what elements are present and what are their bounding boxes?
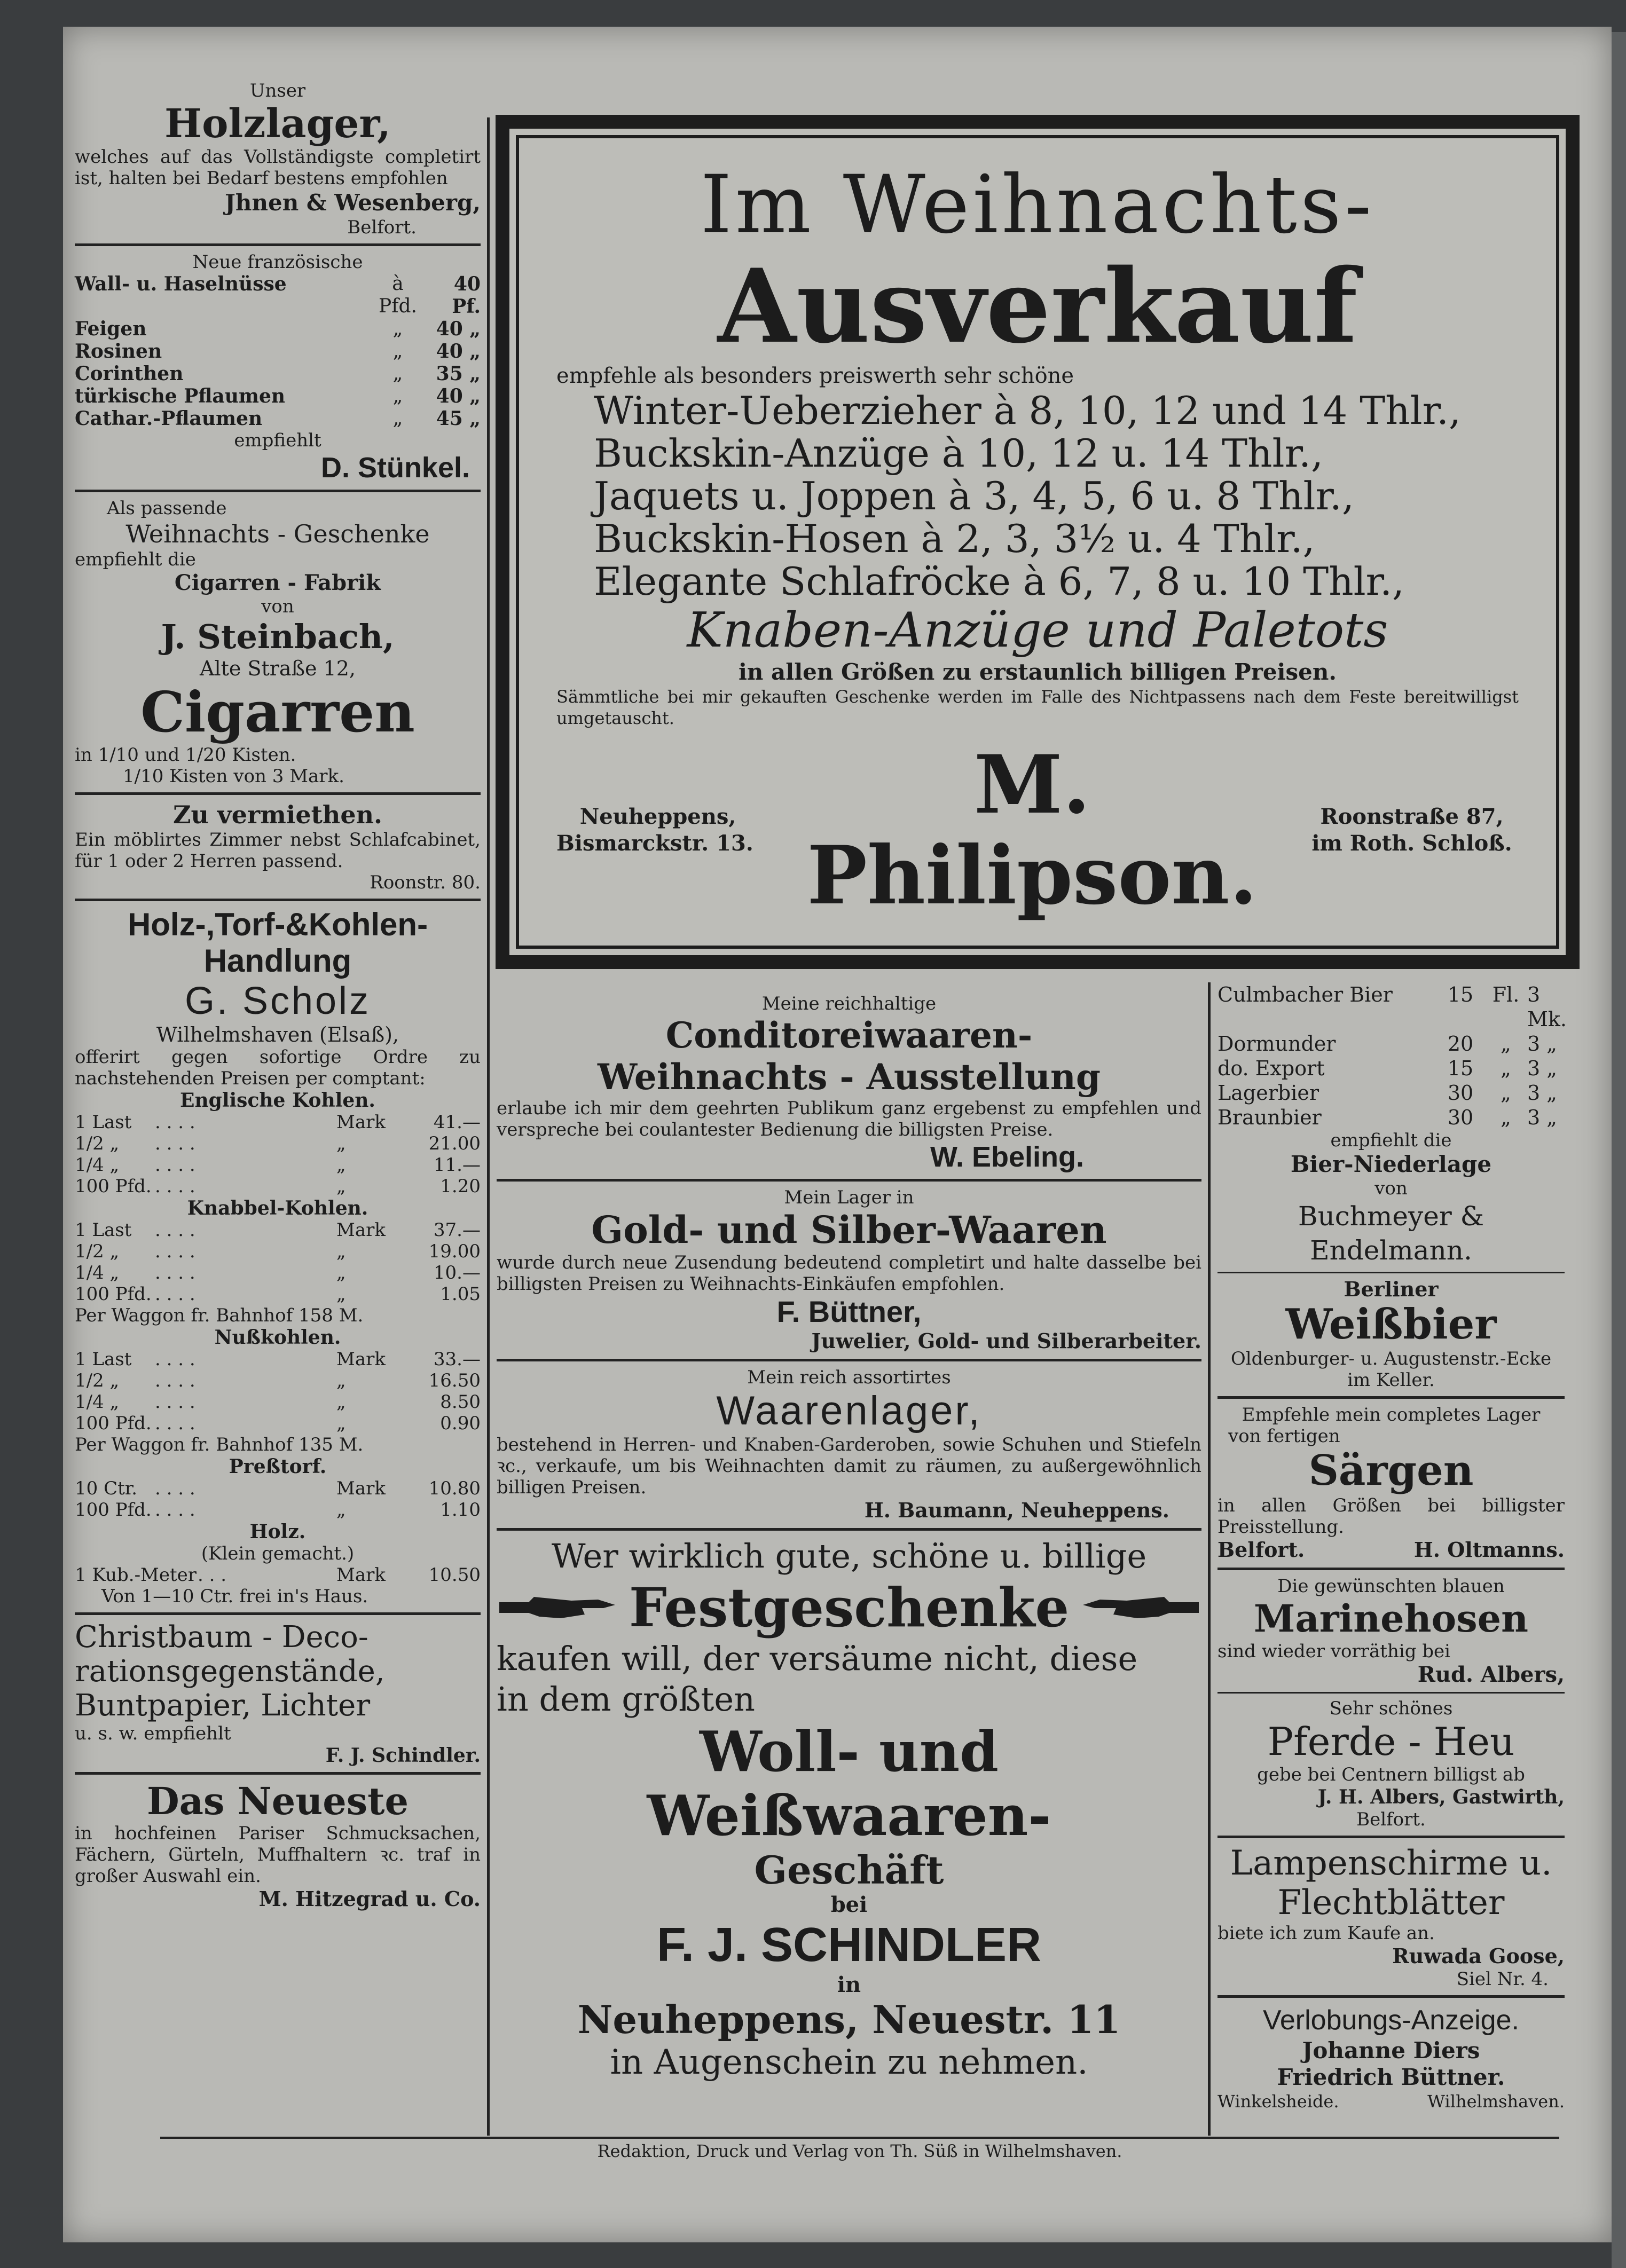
ad-text: in bbox=[837, 1972, 861, 1997]
price-row: Dormunder 20 „ 3 „ bbox=[1217, 1032, 1557, 1056]
ad-title: Festgeschenke bbox=[629, 1576, 1070, 1639]
offer-item: Buckskin-Hosen à 2, 3, 3½ u. 4 Thlr., bbox=[594, 516, 1315, 561]
price-row: 1/2 „ . . . . „ 16.50 bbox=[75, 1370, 481, 1391]
ad-lampenschirme bbox=[1217, 1844, 1565, 1990]
ad-title: Waarenlager, bbox=[716, 1388, 982, 1434]
ad-nuts bbox=[75, 251, 481, 484]
ad-firm: H. Baumann, Neuheppens. bbox=[864, 1498, 1169, 1522]
ad-text: in hochfeinen Pariser Schmucksachen, Fächern, Gürteln, Muffhaltern ꝛc. traf in großer Auswahl ein. bbox=[75, 1823, 481, 1887]
box-footer bbox=[556, 739, 1519, 921]
ad-title: Christbaum - Deco- bbox=[75, 1620, 368, 1655]
left-column bbox=[75, 80, 481, 1911]
divider bbox=[497, 1528, 1201, 1531]
ad-text: in Augenschein zu nehmen. bbox=[610, 2043, 1088, 2082]
price-row: 1/4 „ . . . . „ 8.50 bbox=[75, 1391, 481, 1413]
ad-place: Belfort. bbox=[347, 217, 417, 238]
ad-text: Sehr schönes bbox=[1329, 1698, 1453, 1719]
ad-firm: Buchmeyer & Endelmann. bbox=[1298, 1201, 1484, 1266]
ad-firm: M. Hitzegrad u. Co. bbox=[258, 1887, 481, 1911]
price-row: 100 Pfd. . . . . „ 1.10 bbox=[75, 1499, 481, 1521]
ad-text: im Keller. bbox=[1347, 1369, 1435, 1391]
ad-firm: F. Büttner, bbox=[776, 1295, 922, 1328]
ad-philipson-box bbox=[496, 115, 1580, 969]
ad-text: Meine reichhaltige bbox=[761, 993, 937, 1014]
ad-text: sind wieder vorräthig bei bbox=[1217, 1641, 1451, 1662]
price-row: Feigen „ 40 „ bbox=[75, 318, 481, 340]
ad-text: Unser bbox=[249, 80, 306, 101]
ad-text: in dem größten bbox=[497, 1680, 755, 1719]
ad-conditorei bbox=[497, 993, 1201, 1174]
offer-item: Jaquets u. Joppen à 3, 4, 5, 6 u. 8 Thlr., bbox=[594, 474, 1354, 518]
ad-name: Friedrich Büttner. bbox=[1277, 2064, 1505, 2090]
ad-text: 1/10 Kisten von 3 Mark. bbox=[123, 766, 344, 787]
ad-title: Ausverkauf bbox=[717, 247, 1358, 366]
ad-firm: Rud. Albers, bbox=[1417, 1662, 1565, 1687]
ad-christbaum bbox=[75, 1620, 481, 1767]
ad-subhead: Bier-Niederlage bbox=[1290, 1151, 1492, 1177]
divider bbox=[497, 1359, 1201, 1361]
ad-title: Cigarren bbox=[140, 679, 415, 745]
price-row: 1/4 „ . . . . „ 10.— bbox=[75, 1262, 481, 1283]
ad-subhead: Englische Kohlen. bbox=[180, 1089, 375, 1112]
price-row: 1 Last . . . . Mark 33.— bbox=[75, 1349, 481, 1370]
ad-text: Als passende bbox=[107, 498, 227, 519]
ad-text: erlaube ich mir dem geehrten Publikum ganz ergebenst zu empfehlen und verspreche bei coulantester Bedienung die billigsten Preise. bbox=[497, 1098, 1201, 1140]
divider bbox=[1217, 1692, 1565, 1694]
ad-text: Weihnachts - Geschenke bbox=[125, 519, 430, 548]
price-row: türkische Pflaumen „ 40 „ bbox=[75, 385, 481, 407]
ad-text: empfehle als besonders preiswerth sehr schöne bbox=[556, 364, 1074, 388]
ad-text: Sämmtliche bei mir gekauften Geschenke werden im Falle des Nichtpassens nach dem Feste bereitwilligst umgetauscht. bbox=[556, 687, 1519, 728]
ad-gold bbox=[497, 1187, 1201, 1353]
ad-text: Cigarren - Fabrik bbox=[174, 570, 381, 595]
ad-text: kaufen will, der versäume nicht, diese bbox=[497, 1639, 1138, 1678]
ad-title: Weihnachts - Ausstellung bbox=[598, 1056, 1101, 1098]
ad-text: Juwelier, Gold- und Silberarbeiter. bbox=[811, 1329, 1201, 1353]
divider bbox=[1217, 1272, 1565, 1273]
right-column bbox=[1217, 982, 1565, 2112]
ad-text: in allen Größen bei billigster Preisstellung. bbox=[1217, 1495, 1565, 1538]
ad-coal bbox=[75, 907, 481, 1607]
ad-rent bbox=[75, 800, 481, 893]
ad-schindler bbox=[497, 1536, 1201, 2083]
divider bbox=[75, 899, 481, 901]
box-frame bbox=[516, 135, 1559, 949]
price-row: 100 Pfd. . . . . „ 1.20 bbox=[75, 1176, 481, 1197]
footer-rule bbox=[160, 2137, 1559, 2139]
ad-text: wurde durch neue Zusendung bedeutend completirt und halte dasselbe bei billigsten Preisen zu Weihnachts-Einkäufen empfohlen. bbox=[497, 1252, 1201, 1295]
ad-place: Roonstr. 80. bbox=[370, 872, 481, 893]
ad-text: Mein Lager in bbox=[784, 1187, 914, 1208]
ad-text: u. s. w. empfiehlt bbox=[75, 1723, 231, 1744]
price-row: 1 Last . . . . Mark 41.— bbox=[75, 1112, 481, 1133]
column-rule bbox=[1208, 982, 1211, 2136]
price-row: 10 Ctr. . . . . Mark 10.80 bbox=[75, 1478, 481, 1499]
ad-title: Das Neueste bbox=[146, 1779, 409, 1823]
price-row: 1/2 „ . . . . „ 21.00 bbox=[75, 1133, 481, 1154]
divider bbox=[1217, 1836, 1565, 1838]
ad-firm: F. J. Schindler. bbox=[325, 1744, 481, 1767]
ad-title: Marinehosen bbox=[1253, 1596, 1529, 1641]
price-row: 1 Kub.-Meter . . . Mark 10.50 bbox=[75, 1564, 481, 1586]
ad-place: Neuheppens, Neuestr. 11 bbox=[577, 1997, 1121, 2042]
ad-text: empfiehlt bbox=[234, 430, 321, 451]
divider bbox=[75, 792, 481, 795]
ad-title: Im Weihnachts- bbox=[700, 159, 1375, 251]
ad-title: Holz-,Torf-&Kohlen- bbox=[127, 907, 428, 942]
ad-firm: D. Stünkel. bbox=[320, 452, 470, 484]
ad-title: Knaben-Anzüge und Paletots bbox=[687, 602, 1388, 658]
ad-neueste bbox=[75, 1780, 481, 1911]
divider bbox=[1217, 1568, 1565, 1570]
ad-heu bbox=[1217, 1698, 1565, 1830]
ad-signoff: Belfort. H. Oltmanns. bbox=[1217, 1538, 1565, 1562]
divider bbox=[1217, 1396, 1565, 1399]
ad-text: Neue französische bbox=[192, 251, 363, 273]
ad-title: Särgen bbox=[1308, 1446, 1474, 1495]
ad-text: gebe bei Centnern billigst ab bbox=[1257, 1764, 1525, 1785]
ad-title: Weißbier bbox=[1285, 1300, 1497, 1349]
price-row: Corinthen „ 35 „ bbox=[75, 363, 481, 385]
ad-title: Verlobungs-Anzeige. bbox=[1263, 2005, 1519, 2036]
ad-text: Oldenburger- u. Augustenstr.-Ecke bbox=[1230, 1348, 1552, 1369]
price-row: Lagerbier 30 „ 3 „ bbox=[1217, 1081, 1557, 1105]
price-row: 100 Pfd. . . . . „ 0.90 bbox=[75, 1413, 481, 1434]
ad-saerge bbox=[1217, 1404, 1565, 1562]
divider bbox=[497, 1179, 1201, 1182]
ad-text: empfiehlt die bbox=[1330, 1130, 1452, 1151]
divider bbox=[75, 490, 481, 492]
price-row: Wall- u. Haselnüsse à Pfd. 40 Pf. bbox=[75, 273, 481, 318]
ad-text: Berliner bbox=[1344, 1277, 1439, 1301]
ad-subhead: Knabbel-Kohlen. bbox=[187, 1197, 368, 1219]
offer-item: Elegante Schlafröcke à 6, 7, 8 u. 10 Thlr., bbox=[594, 559, 1404, 604]
ad-text: offerirt gegen sofortige Ordre zu nachstehenden Preisen per comptant: bbox=[75, 1046, 481, 1089]
ad-text: bei bbox=[830, 1892, 868, 1917]
price-row: 1/2 „ . . . . „ 19.00 bbox=[75, 1241, 481, 1262]
ad-title: Lampenschirme u. bbox=[1230, 1844, 1552, 1883]
ad-weissbier bbox=[1217, 1278, 1565, 1391]
page-edge bbox=[1612, 32, 1626, 2268]
ad-name: Johanne Diers bbox=[1302, 2037, 1480, 2064]
divider bbox=[75, 1772, 481, 1775]
ad-firm: Ruwada Goose, bbox=[1392, 1944, 1565, 1968]
ad-text: welches auf das Vollständigste completirt ist, halten bei Bedarf bestens empfohlen bbox=[75, 146, 481, 189]
price-row: Cathar.-Pflaumen „ 45 „ bbox=[75, 407, 481, 430]
ad-title: Woll- und Weißwaaren- bbox=[647, 1719, 1051, 1848]
divider bbox=[1217, 1995, 1565, 1998]
ad-text: in allen Größen zu erstaunlich billigen Preisen. bbox=[738, 659, 1337, 685]
ad-title: Handlung bbox=[203, 943, 352, 979]
price-row: Rosinen „ 40 „ bbox=[75, 340, 481, 363]
ad-holzlager bbox=[75, 80, 481, 238]
divider bbox=[75, 1612, 481, 1615]
ad-text: Die gewünschten blauen bbox=[1277, 1576, 1505, 1597]
center-column bbox=[497, 993, 1201, 2083]
ad-text: von bbox=[261, 596, 294, 617]
ad-text: Von 1—10 Ctr. frei in's Haus. bbox=[101, 1586, 368, 1607]
pointing-hand-left-icon bbox=[1079, 1589, 1201, 1626]
fest-row bbox=[497, 1577, 1201, 1639]
ad-cigars bbox=[75, 498, 481, 787]
price-row: Braunbier 30 „ 3 „ bbox=[1217, 1106, 1557, 1129]
ad-firm: F. J. SCHINDLER bbox=[656, 1918, 1042, 1972]
ad-firm: Jhnen & Wesenberg, bbox=[225, 190, 481, 216]
ad-title: Gold- und Silber-Waaren bbox=[591, 1208, 1107, 1252]
ad-text: biete ich zum Kaufe an. bbox=[1217, 1923, 1435, 1944]
offer-item: Winter-Ueberzieher à 8, 10, 12 und 14 Thlr., bbox=[594, 388, 1461, 433]
column-rule bbox=[487, 117, 490, 2136]
ad-text: (Klein gemacht.) bbox=[201, 1543, 355, 1564]
ad-title: Pferde - Heu bbox=[1267, 1719, 1515, 1764]
ad-text: Wer wirklich gute, schöne u. billige bbox=[551, 1537, 1147, 1576]
ad-place: Siel Nr. 4. bbox=[1456, 1968, 1549, 1990]
ad-text: bestehend in Herren- und Knaben-Garderoben, sowie Schuhen und Stiefeln ꝛc., verkaufe, um bis Weihnachten damit zu räumen, zu außergewöhnlich billigen Preisen. bbox=[497, 1434, 1201, 1498]
price-row: 100 Pfd. . . . . „ 1.05 bbox=[75, 1283, 481, 1305]
ad-waarenlager bbox=[497, 1367, 1201, 1523]
ad-bier bbox=[1217, 982, 1565, 1267]
pointing-hand-right-icon bbox=[497, 1589, 619, 1626]
ad-place: Belfort. bbox=[1356, 1809, 1426, 1830]
ad-place: Alte Straße 12, bbox=[200, 657, 356, 680]
ad-firm: G. Scholz bbox=[184, 980, 371, 1022]
ad-address-left: Neuheppens, Bismarckstr. 13. bbox=[556, 804, 753, 856]
ad-text: Mein reich assortirtes bbox=[747, 1367, 951, 1388]
ad-title: Zu vermiethen. bbox=[172, 800, 383, 829]
offer-item: Buckskin-Anzüge à 10, 12 u. 14 Thlr., bbox=[594, 431, 1323, 476]
ad-title: rationsgegenstände, bbox=[75, 1654, 385, 1689]
ad-title: Holzlager, bbox=[164, 101, 391, 147]
ad-text: Empfehle mein completes Lager bbox=[1242, 1404, 1541, 1426]
ad-firm: J. H. Albers, Gastwirth, bbox=[1317, 1786, 1565, 1808]
ad-subhead: Nußkohlen. bbox=[214, 1326, 341, 1349]
ad-text: empfiehlt die bbox=[75, 549, 196, 570]
ad-text: von fertigen bbox=[1228, 1426, 1340, 1447]
ad-text: in 1/10 und 1/20 Kisten. bbox=[75, 744, 296, 766]
ad-places: Winkelsheide. Wilhelmshaven. bbox=[1217, 2091, 1565, 2112]
ad-title: Flechtblätter bbox=[1277, 1883, 1505, 1923]
ad-verlobung bbox=[1217, 2003, 1565, 2112]
ad-text: Per Waggon fr. Bahnhof 158 M. bbox=[75, 1305, 364, 1326]
price-row: Culmbacher Bier 15 Fl. 3 Mk. bbox=[1217, 983, 1567, 1031]
ad-place: Wilhelmshaven (Elsaß), bbox=[156, 1023, 399, 1046]
ad-firm: J. Steinbach, bbox=[161, 617, 395, 656]
ad-title: Geschäft bbox=[754, 1847, 944, 1893]
ad-subhead: Preßtorf. bbox=[229, 1455, 327, 1478]
ad-marinehosen bbox=[1217, 1576, 1565, 1688]
ad-title: Conditoreiwaaren- bbox=[665, 1014, 1033, 1056]
price-row: 1 Last . . . . Mark 37.— bbox=[75, 1219, 481, 1241]
ad-firm: M. Philipson. bbox=[807, 738, 1258, 923]
ad-firm: W. Ebeling. bbox=[930, 1141, 1084, 1173]
imprint-footer: Redaktion, Druck und Verlag von Th. Süß in Wilhelmshaven. bbox=[597, 2141, 1122, 2161]
ad-text: von bbox=[1374, 1178, 1408, 1199]
divider bbox=[75, 243, 481, 246]
ad-subhead: Holz. bbox=[249, 1521, 306, 1543]
ad-address-right: Roonstraße 87, im Roth. Schloß. bbox=[1311, 804, 1512, 856]
ad-text: Per Waggon fr. Bahnhof 135 M. bbox=[75, 1434, 364, 1455]
ad-text: Ein möblirtes Zimmer nebst Schlafcabinet, für 1 oder 2 Herren passend. bbox=[75, 829, 481, 872]
price-row: 1/4 „ . . . . „ 11.— bbox=[75, 1154, 481, 1176]
price-row: do. Export 15 „ 3 „ bbox=[1217, 1057, 1557, 1080]
ad-title: Buntpapier, Lichter bbox=[75, 1688, 371, 1723]
